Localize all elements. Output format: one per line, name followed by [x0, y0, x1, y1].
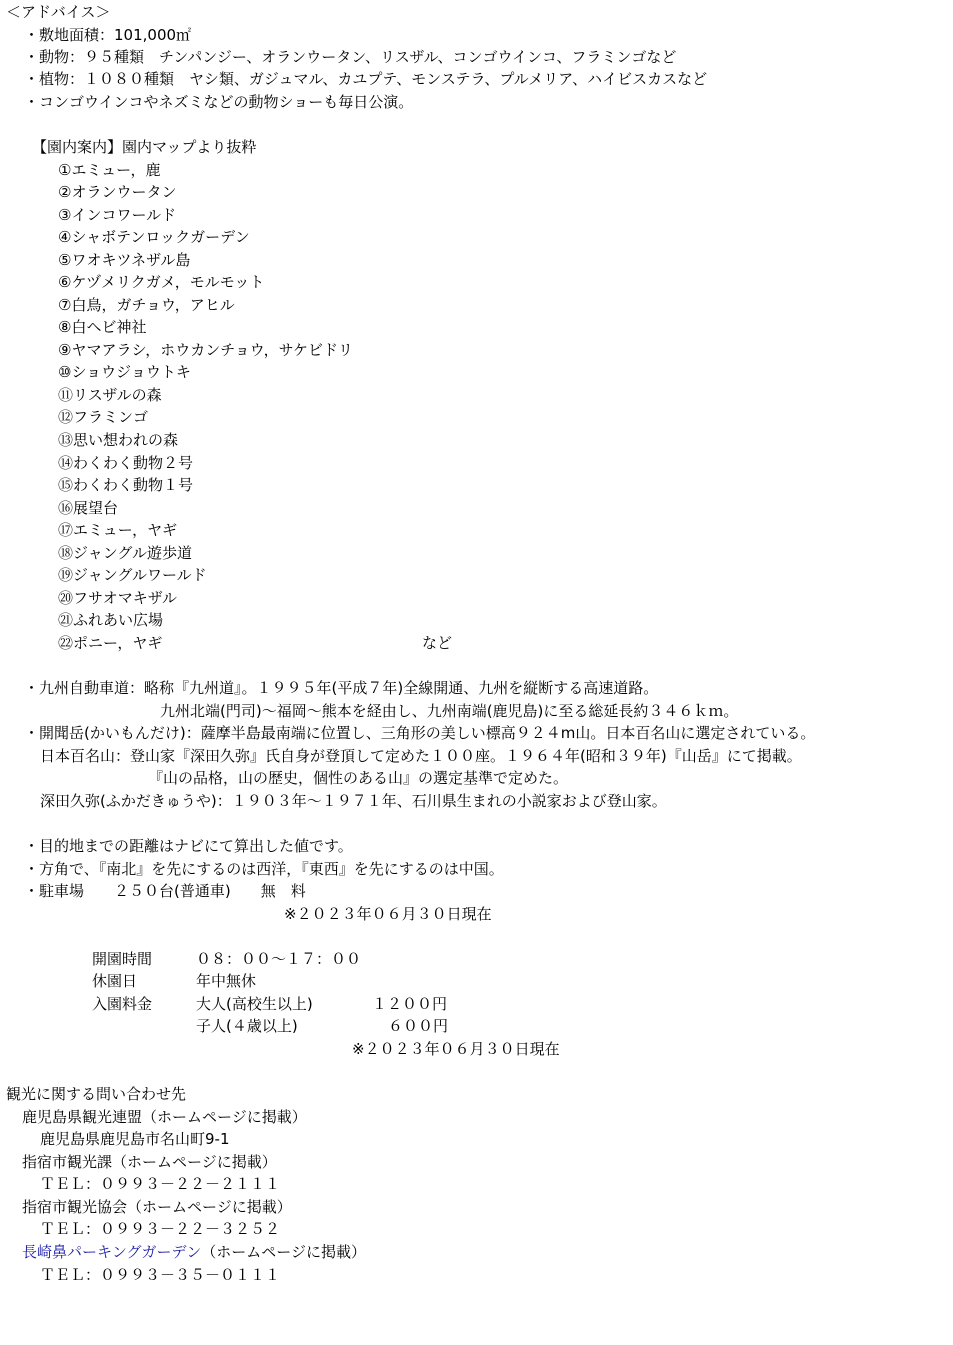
- advice-plants: ・植物：１０８０種類 ヤシ類、ガジュマル、カユプテ、モンステラ、プルメリア、ハイビスカスなど: [24, 70, 708, 88]
- hours-adult-value: １２００円: [372, 995, 448, 1013]
- contact-nagasakibana-row: [22, 1241, 366, 1263]
- hours-child-label: 子人(４歳以上): [196, 1017, 298, 1035]
- park-guide-heading: 【園内案内】園内マップより抜粋: [32, 138, 257, 156]
- advice-heading: ＜アドバイス＞: [6, 3, 111, 21]
- park-guide-item: ⑤ワオキツネザル島: [58, 251, 191, 269]
- note-fukada: 深田久弥(ふかだきゅうや)：１９０３年～１９７１年、石川県生まれの小説家および登山家。: [40, 792, 667, 810]
- note-expressway: ・九州自動車道：略称『九州道』。１９９５年(平成７年)全線開通、九州を縦断する高速道路。: [24, 679, 659, 697]
- info-parking-date: ※２０２３年０６月３０日現在: [284, 905, 492, 923]
- park-guide-item: ⑪リスザルの森: [58, 386, 162, 404]
- info-direction: ・方角で、『南北』を先にするのは西洋，『東西』を先にするのは中国。: [24, 860, 504, 878]
- park-guide-item: ⑬思い想われの森: [58, 431, 179, 449]
- park-guide-item: ⑱ジャングル遊歩道: [58, 544, 192, 562]
- park-guide-item: ⑭わくわく動物２号: [58, 454, 194, 472]
- contact-ibusuki-tourism-association: 指宿市観光協会（ホームページに掲載）: [22, 1198, 292, 1216]
- park-guide-item: ⑨ヤマアラシ，ホウカンチョウ，サケビドリ: [58, 341, 353, 359]
- contact-kagoshima-federation: 鹿児島県観光連盟（ホームページに掲載）: [22, 1108, 307, 1126]
- hours-closed-label: 休園日: [92, 972, 138, 990]
- park-guide-item: ⑫フラミンゴ: [58, 408, 149, 426]
- contact-ibusuki-tourism-division: 指宿市観光課（ホームページに掲載）: [22, 1153, 277, 1171]
- park-guide-item: ⑦白鳥，ガチョウ，アヒル: [58, 296, 235, 314]
- contact-ibusuki-tourism-association-tel: ＴＥＬ：０９９３－２２－３２５２: [40, 1220, 281, 1238]
- note-hyakumeizan: 日本百名山：登山家『深田久弥』氏自身が登頂して定めた１００座。１９６４年(昭和３９年)『山岳』にて掲載。: [40, 747, 802, 765]
- park-guide-item: ⑲ジャングルワールド: [58, 566, 207, 584]
- park-guide-item: ⑥ケヅメリクガメ，モルモット: [58, 273, 265, 291]
- hours-open-value: ０８：００～１７：００: [196, 950, 362, 968]
- note-expressway-detail: 九州北端(門司)～福岡～熊本を経由し、九州南端(鹿児島)に至る総延長約３４６ｋｍ。: [160, 702, 739, 720]
- park-guide-etc: など: [422, 634, 453, 652]
- nagasakibana-parking-garden-link[interactable]: 長崎鼻パーキングガーデン: [22, 1243, 202, 1261]
- park-guide-item: ⑯展望台: [58, 499, 119, 517]
- hours-child-value: ６００円: [388, 1017, 449, 1035]
- info-parking: ・駐車場 ２５０台(普通車) 無 料: [24, 882, 306, 900]
- advice-animals: ・動物：９５種類 チンパンジー、オランウータン、リスザル、コンゴウインコ、フラミンゴなど: [24, 48, 677, 66]
- park-guide-item: ①エミュー，鹿: [58, 161, 161, 179]
- contact-nagasakibana-suffix: （ホームページに掲載）: [201, 1243, 366, 1261]
- hours-fee-label: 入園料金: [92, 995, 153, 1013]
- contact-kagoshima-address: 鹿児島県鹿児島市名山町9-1: [40, 1130, 230, 1148]
- contacts-heading: 観光に関する問い合わせ先: [6, 1085, 187, 1103]
- hours-date: ※２０２３年０６月３０日現在: [352, 1040, 560, 1058]
- park-guide-item: ②オランウータン: [58, 183, 177, 201]
- park-guide-item: ③インコワールド: [58, 206, 177, 224]
- park-guide-item: ⑮わくわく動物１号: [58, 476, 194, 494]
- info-distance: ・目的地までの距離はナビにて算出した値です。: [24, 837, 353, 855]
- park-guide-item: ⑰エミュー，ヤギ: [58, 521, 178, 539]
- note-hyakumeizan-criteria: 『山の品格，山の歴史，個性のある山』の選定基準で定めた。: [148, 769, 569, 787]
- advice-area: ・敷地面積：101,000㎡: [24, 26, 192, 44]
- park-guide-item: ④シャボテンロックガーデン: [58, 228, 250, 246]
- park-guide-item: ㉒ポニー，ヤギ: [58, 634, 163, 652]
- hours-adult-label: 大人(高校生以上): [196, 995, 313, 1013]
- park-guide-item: ⑩ショウジョウトキ: [58, 363, 191, 381]
- hours-open-label: 開園時間: [92, 950, 153, 968]
- hours-closed-value: 年中無休: [196, 972, 257, 990]
- park-guide-item: ⑧白ヘビ神社: [58, 318, 147, 336]
- contact-nagasakibana-tel: ＴＥＬ：０９９３－３５－０１１１: [40, 1266, 281, 1284]
- contact-ibusuki-tourism-division-tel: ＴＥＬ：０９９３－２２－２１１１: [40, 1175, 281, 1193]
- park-guide-item: ㉑ふれあい広場: [58, 611, 164, 629]
- note-kaimondake: ・開聞岳(かいもんだけ)：薩摩半島最南端に位置し、三角形の美しい標高９２４m山。日本百名山に選定されている。: [24, 724, 816, 742]
- park-guide-item: ⑳フサオマキザル: [58, 589, 177, 607]
- advice-shows: ・コンゴウインコやネズミなどの動物ショーも毎日公演。: [24, 93, 414, 111]
